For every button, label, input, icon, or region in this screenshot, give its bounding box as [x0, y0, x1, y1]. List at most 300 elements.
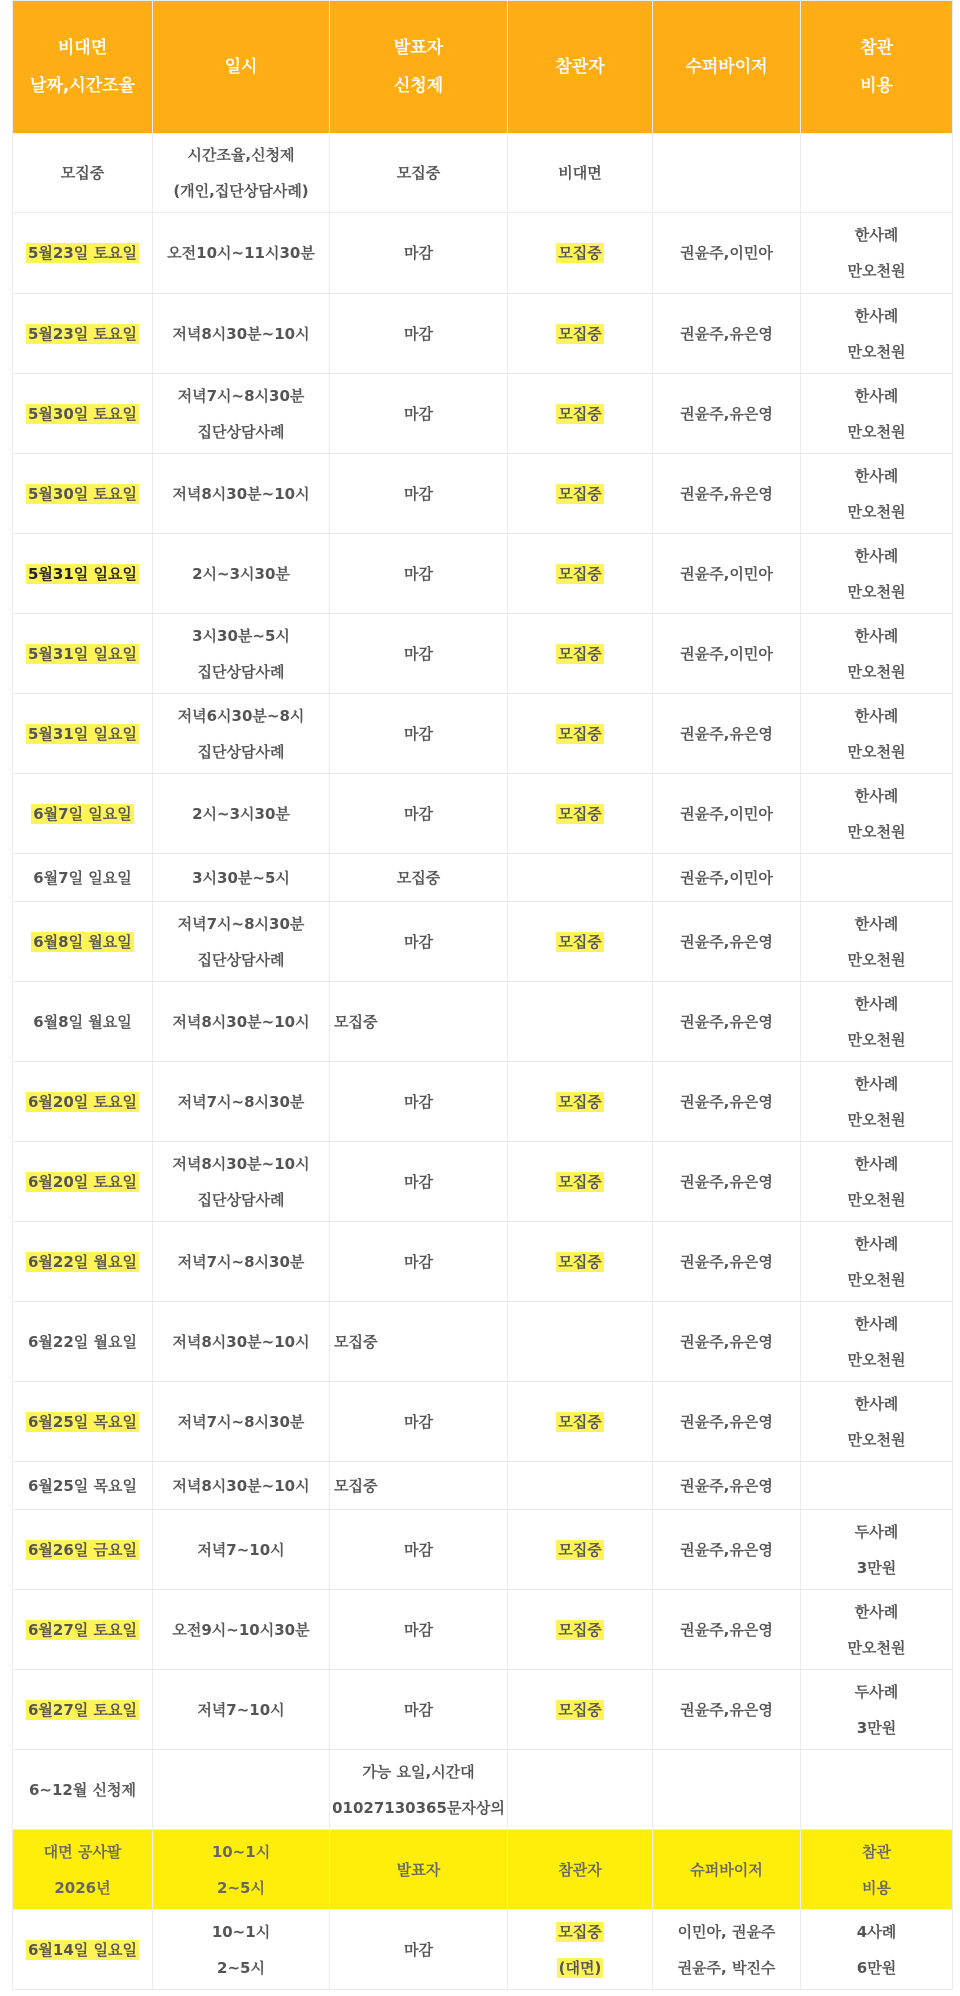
presenter-cell: [330, 1670, 508, 1750]
cell-text: [508, 565, 652, 583]
cell-text: 권윤주,유은영: [680, 484, 773, 503]
cell-text: [508, 1541, 652, 1559]
cell-text: 만오천원: [847, 822, 906, 841]
cost-cell: [801, 1142, 953, 1222]
cell-text: 만오천원: [847, 1430, 906, 1449]
cell-text: 한사례: [854, 1394, 899, 1413]
presenter-cell: [330, 614, 508, 694]
time-cell: [153, 294, 330, 374]
header-time-cell: [153, 1, 330, 134]
cell-text: 마감: [404, 244, 433, 262]
presenter-cell: [330, 1382, 508, 1462]
cell-text: 모집중: [334, 1476, 378, 1495]
table-row: [13, 1302, 953, 1382]
supervisor-cell: [653, 774, 801, 854]
highlight-mark: 6월8일 월요일: [33, 932, 132, 951]
cell-text: 권윤주,유은영: [680, 1252, 773, 1271]
observer-cell: [508, 854, 653, 902]
cell-text: 마감: [404, 1092, 433, 1111]
cell-text: 한사례: [854, 386, 899, 405]
header2-supervisor-cell: [653, 1830, 801, 1910]
header2-observer-cell: [508, 1830, 653, 1910]
table-row: [13, 1670, 953, 1750]
cell-text: 저녁8시30분~10시: [172, 1332, 310, 1351]
cost-cell: [801, 454, 953, 534]
highlight-mark: 5월31일 일요일: [28, 644, 137, 663]
header2-presenter-cell: [330, 1830, 508, 1910]
cell-text: 만오천원: [847, 342, 906, 361]
cell-text: 저녁7시~8시30분: [177, 914, 305, 933]
cell-text: 저녁7시~8시30분: [177, 1252, 305, 1271]
observer-cell: [508, 534, 653, 614]
cell-text: 마감: [404, 1620, 433, 1639]
table-row: [13, 1510, 953, 1590]
cost-cell: [801, 1222, 953, 1302]
time-cell: [153, 1302, 330, 1382]
cell-text: 권윤주,유은영: [680, 1476, 773, 1495]
date-cell: [13, 1670, 153, 1750]
cell-text: 일시: [224, 56, 258, 77]
cell-text: 마감: [404, 1172, 433, 1191]
supervisor-cell: [653, 1462, 801, 1510]
header-row: [13, 1, 953, 134]
presenter-cell: [330, 134, 508, 213]
date-cell: [13, 854, 153, 902]
cell-text: [508, 1253, 652, 1271]
presenter-cell: [330, 694, 508, 774]
date-cell: [13, 294, 153, 374]
cost-cell: [801, 694, 953, 774]
supervisor-cell: [653, 982, 801, 1062]
supervisor-cell: [653, 1302, 801, 1382]
supervisor-cell: [653, 902, 801, 982]
cost-cell: [801, 213, 953, 294]
cell-text: 3시30분~5시: [192, 626, 290, 645]
cell-text: [13, 805, 152, 823]
cell-text: [508, 933, 652, 951]
table-row: [13, 902, 953, 982]
cell-text: 6월25일 목요일: [28, 1476, 137, 1495]
cost-cell: [801, 1510, 953, 1590]
cell-text: 권윤주,이민아: [680, 804, 773, 823]
time-cell: [153, 374, 330, 454]
cell-text: 권윤주,이민아: [680, 244, 773, 262]
presenter-cell: [330, 213, 508, 294]
cell-text: 모집중: [60, 164, 105, 182]
time-cell: [153, 1590, 330, 1670]
highlight-mark: 5월30일 토요일: [28, 484, 137, 503]
cell-text: 만오천원: [847, 1270, 906, 1289]
highlight-mark: 6월22일 월요일: [28, 1252, 137, 1271]
cell-text: 한사례: [854, 1314, 899, 1333]
presenter-cell: [330, 1750, 508, 1830]
date-cell: [13, 534, 153, 614]
cell-text: 신청제: [393, 76, 444, 96]
cell-text: 저녁8시30분~10시: [172, 1476, 310, 1495]
date-cell: [13, 213, 153, 294]
cell-text: 만오천원: [847, 1110, 906, 1129]
table-row: [13, 134, 953, 213]
cell-text: 권윤주,유은영: [680, 1620, 773, 1639]
supervisor-cell: [653, 1222, 801, 1302]
supervisor-cell: [653, 1382, 801, 1462]
cell-text: 한사례: [854, 914, 899, 933]
highlight-mark: 6월20일 토요일: [28, 1172, 137, 1191]
time-cell: [153, 694, 330, 774]
observer-cell: [508, 1750, 653, 1830]
cell-text: 한사례: [854, 626, 899, 645]
supervisor-cell: [653, 1670, 801, 1750]
presenter-cell: [330, 982, 508, 1062]
highlight-mark: 모집중: [558, 932, 602, 951]
presenter-cell: [330, 1062, 508, 1142]
table-row: [13, 534, 953, 614]
cell-text: 발표자: [393, 37, 444, 58]
cell-text: [508, 1173, 652, 1191]
cost-cell: [801, 294, 953, 374]
cell-text: [13, 1173, 152, 1191]
cell-text: 날짜,시간조율: [30, 76, 135, 96]
cost-cell: [801, 982, 953, 1062]
time-cell: [153, 1510, 330, 1590]
date-cell: [13, 1302, 153, 1382]
cost-cell: [801, 134, 953, 213]
presenter-cell: [330, 1222, 508, 1302]
cell-text: 권윤주,이민아: [680, 564, 773, 583]
cell-text: 마감: [404, 484, 433, 503]
cell-text: [508, 805, 652, 823]
date-cell: [13, 134, 153, 213]
cell-text: 권윤주,유은영: [680, 1540, 773, 1559]
table-row: [13, 1590, 953, 1670]
cell-text: 한사례: [854, 306, 899, 325]
table-row: [13, 1462, 953, 1510]
supervisor-cell: [653, 1910, 801, 1990]
observer-cell: [508, 294, 653, 374]
cell-text: 만오천원: [847, 742, 906, 761]
observer-cell: [508, 694, 653, 774]
cost-cell: [801, 1382, 953, 1462]
cell-text: 슈퍼바이저: [690, 1860, 763, 1879]
cell-text: 2~5시: [217, 1878, 265, 1897]
cell-text: 10~1시: [211, 1922, 271, 1941]
cell-text: 모집중: [334, 1012, 378, 1031]
cell-text: 권윤주,이민아: [680, 868, 773, 887]
supervisor-cell: [653, 1750, 801, 1830]
supervisor-cell: [653, 1142, 801, 1222]
time-cell: [153, 774, 330, 854]
cell-text: 모집중: [396, 868, 441, 887]
cost-cell: [801, 374, 953, 454]
time-cell: [153, 1910, 330, 1990]
cell-text: 마감: [404, 932, 433, 951]
cell-text: [13, 405, 152, 423]
presenter-cell: [330, 294, 508, 374]
date-cell: [13, 982, 153, 1062]
date-cell: [13, 1510, 153, 1590]
cell-text: 권윤주,유은영: [680, 1700, 773, 1719]
cell-text: 한사례: [854, 1234, 899, 1253]
observer-cell: [508, 1382, 653, 1462]
highlight-mark: 6월27일 토요일: [28, 1620, 137, 1639]
cell-text: 마감: [404, 644, 433, 663]
time-cell: [153, 1222, 330, 1302]
table-row: [13, 374, 953, 454]
cell-text: 2~5시: [217, 1958, 265, 1977]
header-presenter-cell: [330, 1, 508, 134]
observer-cell: [508, 213, 653, 294]
cell-text: 6월22일 월요일: [28, 1332, 137, 1351]
date-cell: [13, 1222, 153, 1302]
time-cell: [153, 1382, 330, 1462]
cell-text: 4사례: [856, 1922, 897, 1941]
cost-cell: [801, 1750, 953, 1830]
highlight-mark: 모집중: [558, 1092, 602, 1111]
cell-text: 마감: [404, 564, 433, 583]
cell-text: 저녁6시30분~8시: [177, 706, 305, 725]
presenter-cell: [330, 374, 508, 454]
highlight-mark: 6월20일 토요일: [28, 1092, 137, 1111]
highlight-mark: 6월7일 일요일: [33, 804, 132, 823]
observer-cell: [508, 1910, 653, 1990]
supervisor-cell: [653, 1590, 801, 1670]
cell-text: 2026년: [54, 1878, 111, 1897]
cell-text: [13, 1413, 152, 1431]
cell-text: [508, 1923, 652, 1941]
cell-text: 권윤주,유은영: [680, 932, 773, 951]
cell-text: [508, 1413, 652, 1431]
cell-text: [13, 244, 152, 262]
presenter-cell: [330, 1142, 508, 1222]
cost-cell: [801, 1670, 953, 1750]
time-cell: [153, 1142, 330, 1222]
cell-text: 한사례: [854, 994, 899, 1013]
time-cell: [153, 454, 330, 534]
observer-cell: [508, 1062, 653, 1142]
cell-text: [13, 1253, 152, 1271]
cell-text: 만오천원: [847, 1030, 906, 1049]
observer-cell: [508, 1142, 653, 1222]
cell-text: 권윤주,이민아: [680, 644, 773, 663]
cell-text: 시간조율,신청제: [187, 146, 295, 164]
cell-text: 2시~3시30분: [192, 804, 290, 823]
cost-cell: [801, 1462, 953, 1510]
cell-text: [508, 405, 652, 423]
presenter-cell: [330, 534, 508, 614]
cell-text: 한사례: [854, 1602, 899, 1621]
table-row: [13, 213, 953, 294]
cell-text: 저녁7시~8시30분: [177, 1092, 305, 1111]
presenter-cell: [330, 854, 508, 902]
presenter-cell: [330, 902, 508, 982]
cell-text: 권윤주,유은영: [680, 324, 773, 343]
cell-text: 권윤주,유은영: [680, 1012, 773, 1031]
table-row: [13, 774, 953, 854]
supervisor-cell: [653, 1062, 801, 1142]
cell-text: 6월7일 일요일: [33, 868, 132, 887]
presenter-cell: [330, 1510, 508, 1590]
cell-text: 10~1시: [211, 1842, 271, 1861]
cell-text: 권윤주,유은영: [680, 724, 773, 743]
time-cell: [153, 902, 330, 982]
cell-text: 저녁7~10시: [197, 1700, 285, 1719]
presenter-cell: [330, 454, 508, 534]
time-cell: [153, 1670, 330, 1750]
cell-text: 3시30분~5시: [192, 868, 290, 887]
cell-text: 집단상담사례: [197, 1190, 285, 1209]
cell-text: 만오천원: [847, 502, 906, 521]
schedule-table: [12, 0, 953, 1990]
table-row: [13, 982, 953, 1062]
cell-text: 오전9시~10시30분: [172, 1620, 310, 1639]
time-cell: [153, 1062, 330, 1142]
cell-text: 오전10시~11시30분: [167, 244, 315, 262]
cell-text: 6월8일 월요일: [33, 1012, 132, 1031]
cell-text: 발표자: [396, 1860, 441, 1879]
cell-text: 한사례: [854, 706, 899, 725]
cost-cell: [801, 774, 953, 854]
cell-text: [13, 725, 152, 743]
cell-text: [508, 645, 652, 663]
cell-text: 마감: [404, 404, 433, 423]
cell-text: 권윤주,유은영: [680, 1092, 773, 1111]
observer-cell: [508, 1510, 653, 1590]
cost-cell: [801, 1590, 953, 1670]
observer-cell: [508, 134, 653, 213]
cell-text: 마감: [404, 1540, 433, 1559]
cell-text: [13, 1541, 152, 1559]
presenter-cell: [330, 1590, 508, 1670]
table-row: [13, 294, 953, 374]
table-row: [13, 1222, 953, 1302]
cell-text: [508, 1959, 652, 1977]
cost-cell: [801, 614, 953, 694]
header-supervisor-cell: [653, 1, 801, 134]
cell-text: 권윤주, 박진수: [677, 1958, 776, 1977]
cell-text: 참관자: [555, 56, 605, 77]
cell-text: 모집중: [396, 164, 441, 182]
cell-text: 6만원: [856, 1958, 897, 1977]
cell-text: 만오천원: [847, 422, 906, 441]
highlight-mark: 5월30일 토요일: [28, 404, 137, 423]
cell-text: 수퍼바이저: [685, 56, 768, 77]
header-observer-cell: [508, 1, 653, 134]
date-cell: [13, 694, 153, 774]
cell-text: 비용: [862, 1878, 891, 1897]
observer-cell: [508, 374, 653, 454]
header2-cost-cell: [801, 1830, 953, 1910]
cell-text: [508, 485, 652, 503]
highlight-mark: 6월25일 목요일: [28, 1412, 137, 1431]
cell-text: 만오천원: [847, 662, 906, 681]
cell-text: 권윤주,유은영: [680, 1172, 773, 1191]
highlight-mark: 모집중: [558, 1700, 602, 1719]
date-cell: [13, 774, 153, 854]
highlight-mark: 6월26일 금요일: [28, 1540, 137, 1559]
cell-text: 모집중: [334, 1332, 378, 1351]
cell-text: 저녁8시30분~10시: [172, 324, 310, 343]
cell-text: [13, 933, 152, 951]
cell-text: 한사례: [854, 1074, 899, 1093]
supervisor-cell: [653, 854, 801, 902]
cost-cell: [801, 1062, 953, 1142]
table-row: [13, 1382, 953, 1462]
cell-text: 마감: [404, 1940, 433, 1959]
cost-cell: [801, 902, 953, 982]
cell-text: 만오천원: [847, 582, 906, 601]
date-cell: [13, 1590, 153, 1670]
cell-text: 두사례: [854, 1682, 899, 1701]
cell-text: 한사례: [854, 466, 899, 485]
cell-text: 참관: [862, 1842, 891, 1861]
date-cell: [13, 1910, 153, 1990]
highlight-mark: 5월23일 토요일: [28, 244, 137, 262]
highlight-mark: 모집중: [558, 644, 602, 663]
cell-text: 만오천원: [847, 950, 906, 969]
highlight-mark: 모집중: [558, 1412, 602, 1431]
highlight-mark: (대면): [558, 1958, 602, 1977]
highlight-mark: 모집중: [558, 804, 602, 823]
supervisor-cell: [653, 534, 801, 614]
cell-text: 01027130365문자상의: [332, 1798, 505, 1817]
presenter-cell: [330, 1462, 508, 1510]
cell-text: 비용: [860, 76, 893, 96]
date-cell: [13, 1750, 153, 1830]
time-cell: [153, 1462, 330, 1510]
cell-text: 한사례: [854, 546, 899, 565]
highlight-mark: 모집중: [558, 1252, 602, 1271]
cell-text: 만오천원: [847, 1350, 906, 1369]
cell-text: 집단상담사례: [197, 422, 285, 441]
cell-text: 권윤주,유은영: [680, 404, 773, 423]
cell-text: [508, 325, 652, 343]
highlight-mark: 모집중: [558, 484, 602, 503]
highlight-mark: 모집중: [558, 724, 602, 743]
cell-text: 마감: [404, 1252, 433, 1271]
observer-cell: [508, 1462, 653, 1510]
cell-text: 참관: [860, 37, 893, 58]
cell-text: 대면 공사팔: [43, 1842, 122, 1861]
cell-text: [13, 645, 152, 663]
table-row: [13, 1142, 953, 1222]
cell-text: [508, 1621, 652, 1639]
time-cell: [153, 854, 330, 902]
cell-text: 저녁8시30분~10시: [172, 484, 310, 503]
observer-cell: [508, 614, 653, 694]
cell-text: 이민아, 권윤주: [677, 1922, 776, 1941]
highlight-mark: 모집중: [558, 1172, 602, 1191]
time-cell: [153, 134, 330, 213]
cell-text: [508, 244, 652, 262]
date-cell: [13, 374, 153, 454]
date-cell: [13, 1142, 153, 1222]
observer-cell: [508, 1222, 653, 1302]
cell-text: 가능 요일,시간대: [362, 1762, 475, 1781]
highlight-mark: 6월14일 일요일: [28, 1940, 137, 1959]
cost-cell: [801, 1302, 953, 1382]
cell-text: [13, 1621, 152, 1639]
supervisor-cell: [653, 374, 801, 454]
observer-cell: [508, 774, 653, 854]
time-cell: [153, 534, 330, 614]
cell-text: 집단상담사례: [197, 950, 285, 969]
supervisor-cell: [653, 454, 801, 534]
cell-text: (개인,집단상담사례): [173, 182, 309, 200]
date-cell: [13, 454, 153, 534]
cell-text: 한사례: [854, 1154, 899, 1173]
date-cell: [13, 614, 153, 694]
cell-text: 마감: [404, 1412, 433, 1431]
